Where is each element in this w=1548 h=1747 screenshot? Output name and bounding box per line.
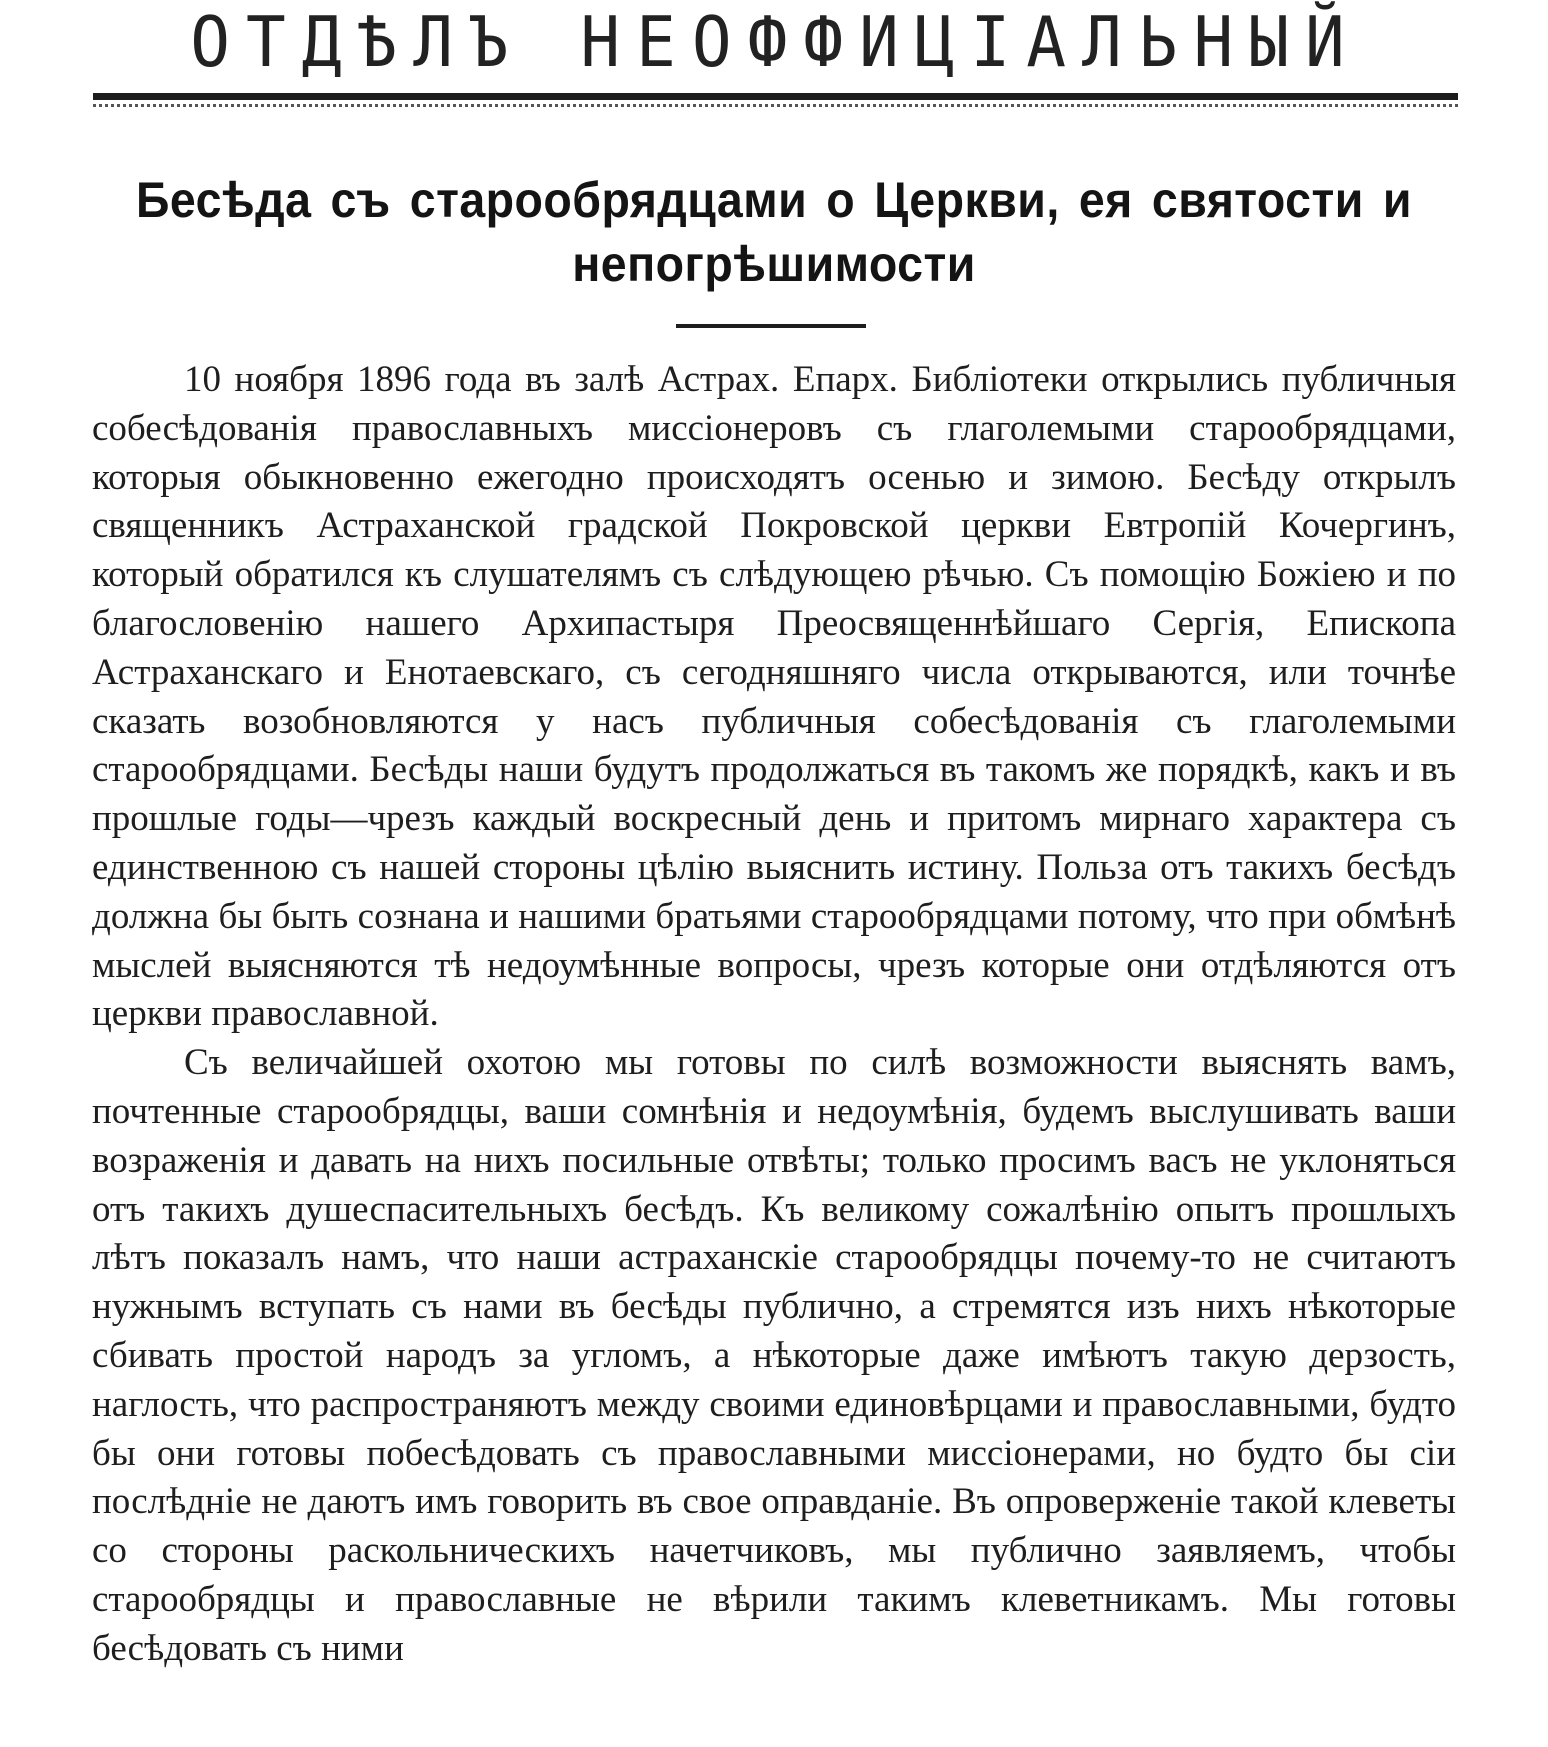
section-header: ОТДѢЛЪ НЕОФФИЦІАЛЬНЫЙ: [190, 2, 1361, 83]
header-rule-dotted: [93, 104, 1458, 107]
header-rule-thick: [93, 93, 1458, 100]
title-underline-rule: [676, 324, 866, 328]
article-body: [92, 356, 1456, 1674]
article-paragraph: Съ величайшей охотою мы готовы по силѣ возможности выяснять вамъ, почтенные старообрядцы, ваши сомнѣнія и недоумѣнія, будемъ выслушивать ваши возраженія и давать на нихъ посильные отвѣты; только просимъ васъ не уклоняться отъ такихъ душеспасительныхъ бесѣдъ. Къ великому сожалѣнію опытъ прошлыхъ лѣтъ показалъ намъ, что наши астраханскіе старообрядцы почему-то не считаютъ нужнымъ вступать съ нами въ бесѣды публично, а стремятся изъ нихъ нѣкоторые сбивать простой народъ за угломъ, а нѣкоторые даже имѣютъ такую дерзость, наглость, что распространяютъ между своими единовѣрцами и православными, будто бы они готовы побесѣдовать съ православными миссіонерами, но будто бы сіи послѣдніе не даютъ имъ говорить въ свое оправданіе. Въ опроверженіе такой клеветы со стороны раскольническихъ начетчиковъ, мы публично заявляемъ, чтобы старообрядцы и православные не вѣрили такимъ клеветникамъ. Мы готовы бесѣдовать съ ними: [92, 1042, 1456, 1669]
article-title: Бесѣда съ старообрядцами о Церкви, ея святости и непогрѣшимости: [136, 172, 1412, 292]
article-paragraph: 10 ноября 1896 года въ залѣ Астрах. Епарх. Библіотеки открылись публичныя собесѣдованія православныхъ миссіонеровъ съ глаголемыми старообрядцами, которыя обыкновенно ежегодно происходятъ осенью и зимою. Бесѣду открылъ священникъ Астраханской градской Покровской церкви Евтропій Кочергинъ, который обратился къ слушателямъ съ слѣдующею рѣчью. Съ помощію Божіею и по благословенію нашего Архипастыря Преосвященнѣйшаго Сергія, Епископа Астраханскаго и Енотаевскаго, съ сегодняшняго числа открываются, или точнѣе сказать возобновляются у насъ публичныя собесѣдованія съ глаголемыми старообрядцами. Бесѣды наши будутъ продолжаться въ такомъ же порядкѣ, какъ и въ прошлые годы—чрезъ каждый воскресный день и притомъ мирнаго характера съ единственною съ нашей стороны цѣлію выяснить истину. Польза отъ такихъ бесѣдъ должна бы быть сознана и нашими братьями старообрядцами потому, что при обмѣнѣ мыслей выясняются тѣ недоумѣнные вопросы, чрезъ которые они отдѣляются отъ церкви православной.: [92, 359, 1456, 1035]
